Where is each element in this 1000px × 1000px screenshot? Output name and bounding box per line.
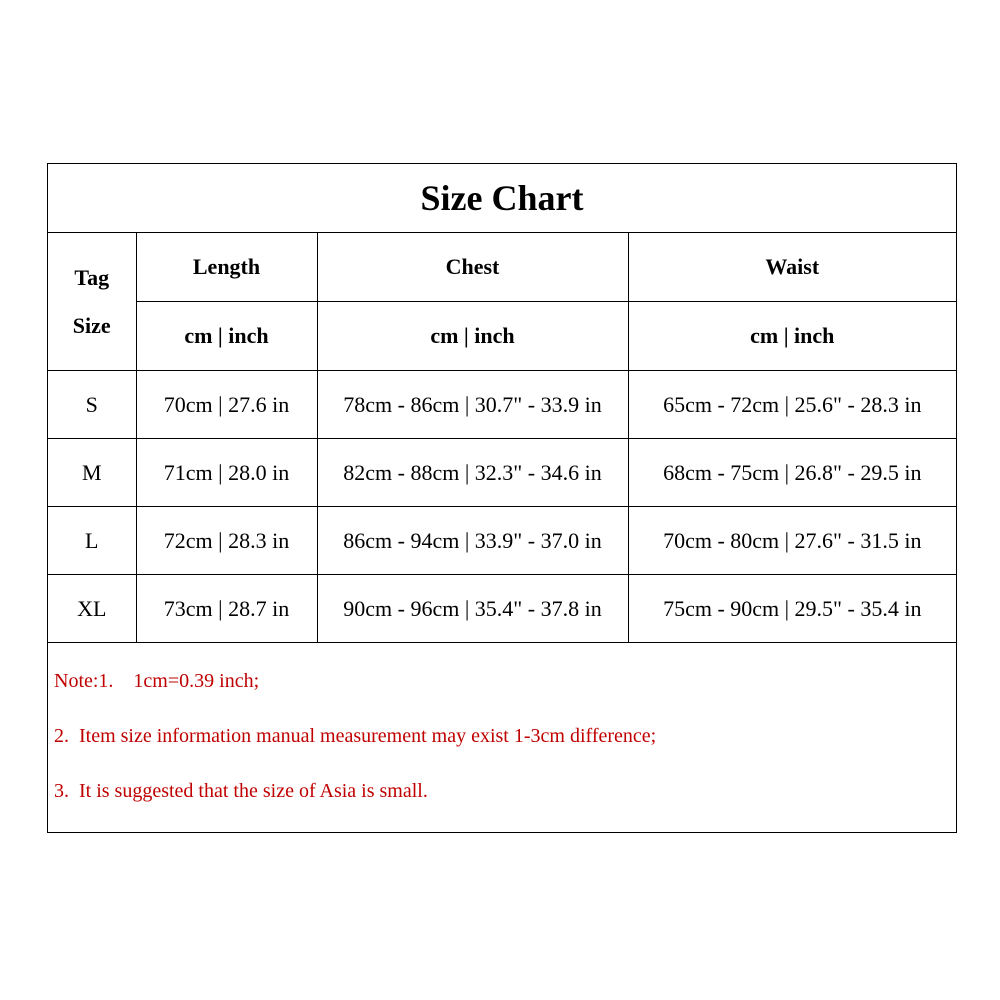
waist-cell: 68cm - 75cm | 26.8" - 29.5 in — [628, 439, 956, 507]
size-table — [48, 164, 956, 643]
chest-cell: 90cm - 96cm | 35.4" - 37.8 in — [317, 575, 628, 643]
size-chart — [47, 163, 957, 833]
tag-size-header — [48, 233, 136, 371]
notes-section — [48, 643, 956, 826]
chest-cell: 86cm - 94cm | 33.9" - 37.0 in — [317, 507, 628, 575]
tag-header-line2: Size — [72, 312, 111, 338]
waist-cell: 70cm - 80cm | 27.6" - 31.5 in — [628, 507, 956, 575]
waist-unit-header: cm | inch — [628, 302, 956, 371]
note-line: Note:1. 1cm=0.39 inch; — [54, 670, 260, 692]
size-cell: L — [48, 507, 136, 575]
waist-cell: 75cm - 90cm | 29.5" - 35.4 in — [628, 575, 956, 643]
size-cell: XL — [48, 575, 136, 643]
size-cell: S — [48, 371, 136, 439]
table-row — [48, 575, 956, 643]
size-cell: M — [48, 439, 136, 507]
table-row — [48, 507, 956, 575]
length-header: Length — [136, 233, 317, 302]
chest-header: Chest — [317, 233, 628, 302]
chart-title: Size Chart — [48, 164, 956, 233]
length-cell: 70cm | 27.6 in — [136, 371, 317, 439]
waist-header: Waist — [628, 233, 956, 302]
chest-unit-header: cm | inch — [317, 302, 628, 371]
length-unit-header: cm | inch — [136, 302, 317, 371]
note-line: 3. It is suggested that the size of Asia is small. — [54, 780, 428, 802]
tag-header-line1: Tag — [74, 264, 110, 290]
table-row — [48, 371, 956, 439]
chest-cell: 82cm - 88cm | 32.3" - 34.6 in — [317, 439, 628, 507]
length-cell: 72cm | 28.3 in — [136, 507, 317, 575]
note-line: 2. Item size information manual measurement may exist 1-3cm difference; — [54, 725, 657, 747]
length-cell: 73cm | 28.7 in — [136, 575, 317, 643]
table-row — [48, 439, 956, 507]
chest-cell: 78cm - 86cm | 30.7" - 33.9 in — [317, 371, 628, 439]
waist-cell: 65cm - 72cm | 25.6" - 28.3 in — [628, 371, 956, 439]
length-cell: 71cm | 28.0 in — [136, 439, 317, 507]
